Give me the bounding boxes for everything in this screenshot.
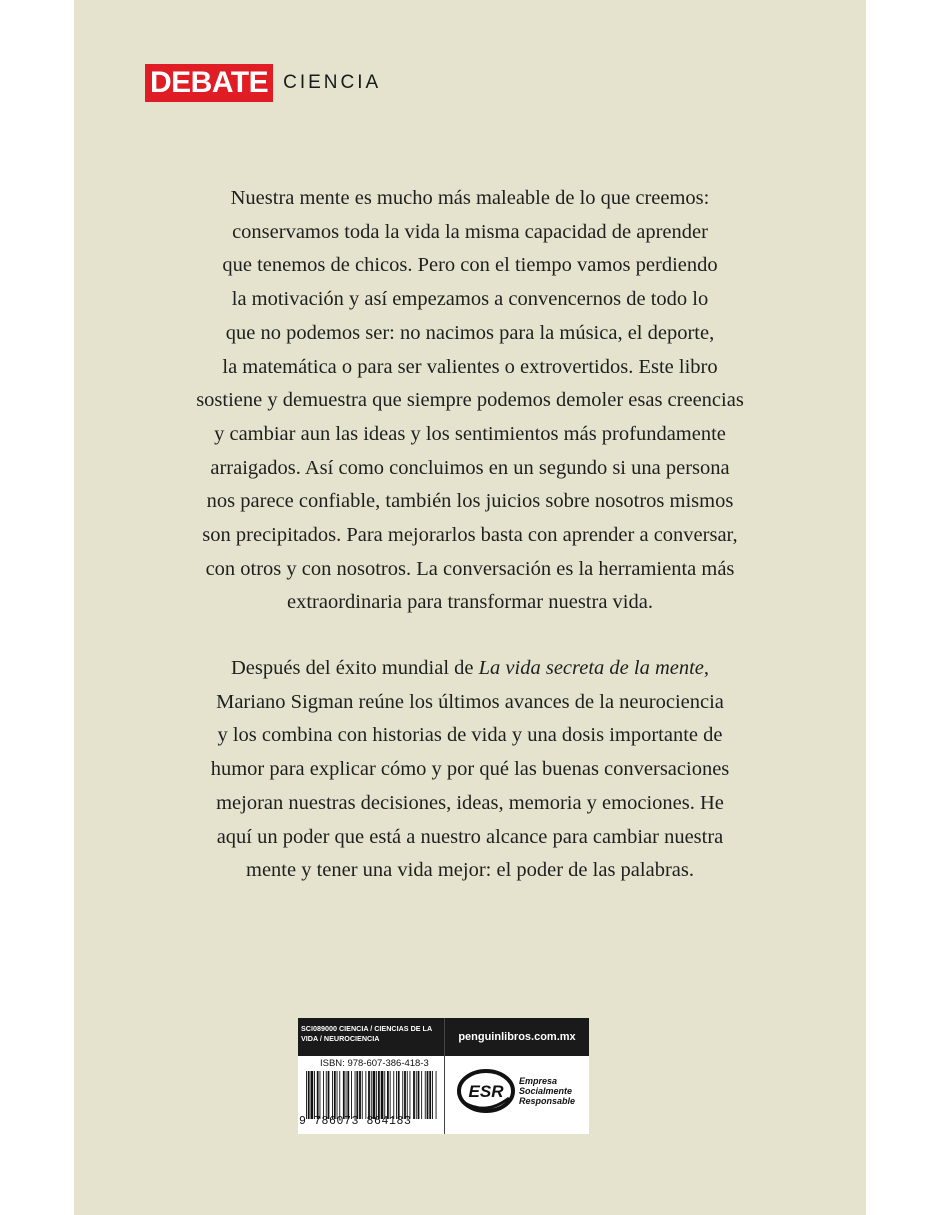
blurb-line: extraordinaria para transformar nuestra vida. [287,591,653,614]
book-title-reference: La vida secreta de la mente [478,657,704,679]
blurb-line: la matemática o para ser valientes o extrovertidos. Este libro [222,355,718,378]
barcode-block [298,1018,589,1134]
blurb-line: conservamos toda la vida la misma capacidad de aprender [232,220,708,243]
blurb-line: mente y tener una vida mejor: el poder de las palabras. [246,859,694,882]
blurb-text: , [703,657,710,679]
blurb-text: Después del éxito mundial de [230,657,479,679]
publisher-panel [445,1018,589,1134]
blurb-paragraph-2 [144,652,796,888]
blurb-line: arraigados. Así como concluimos en un segundo si una persona [210,456,730,479]
subject-category: SCI089000 CIENCIA / CIENCIAS DE LA VIDA / NEUROCIENCIA [298,1018,444,1056]
esr-logo-icon [457,1068,515,1114]
esr-logo-text: ESR [468,1082,504,1101]
esr-caption [519,1076,575,1106]
esr-caption-line: Responsable [519,1096,576,1106]
blurb-line: son precipitados. Para mejorarlos basta con aprender a conversar, [202,524,738,547]
blurb-line: mejoran nuestras decisiones, ideas, memoria y emociones. He [216,791,724,814]
book-back-cover [74,0,866,1215]
blurb-line: nos parece confiable, también los juicios sobre nosotros mismos [206,490,734,513]
blurb-line-with-title [144,652,796,686]
blurb-line: con otros y con nosotros. La conversación es la herramienta más [205,557,735,580]
isbn-label: ISBN: 978-607-386-418-3 [320,1058,429,1069]
blurb-line: y los combina con historias de vida y una dosis importante de [217,724,723,747]
publisher-website: penguinlibros.com.mx [445,1018,589,1056]
debate-logo-box: DEBATE [145,64,273,102]
blurb-line: que no podemos ser: no nacimos para la música, el deporte, [225,321,715,344]
esr-caption-line: Socialmente [519,1086,573,1096]
barcode-bars [306,1071,438,1119]
blurb-line: Mariano Sigman reúne los últimos avances de la neurociencia [216,690,724,713]
publisher-logo [145,64,381,102]
blurb-line: que tenemos de chicos. Pero con el tiempo vamos perdiendo [222,254,718,277]
blurb-line: la motivación y así empezamos a convencernos de todo lo [231,288,709,311]
blurb-line: y cambiar aun las ideas y los sentimientos más profundamente [214,422,726,445]
blurb-line: sostiene y demuestra que siempre podemos demoler esas creencias [196,389,744,412]
barcode-digits: 9 786073 864183 [299,1115,412,1128]
esr-caption-line: Empresa [519,1076,558,1086]
imprint-label: CIENCIA [283,72,382,93]
esr-badge [457,1068,575,1114]
blurb-line: aquí un poder que está a nuestro alcance para cambiar nuestra [216,825,724,848]
barcode-panel [298,1018,445,1134]
blurb-line: Nuestra mente es mucho más maleable de lo que creemos: [230,187,710,209]
blurb-paragraph-1 [144,182,796,620]
blurb-line: humor para explicar cómo y por qué las buenas conversaciones [210,758,730,781]
